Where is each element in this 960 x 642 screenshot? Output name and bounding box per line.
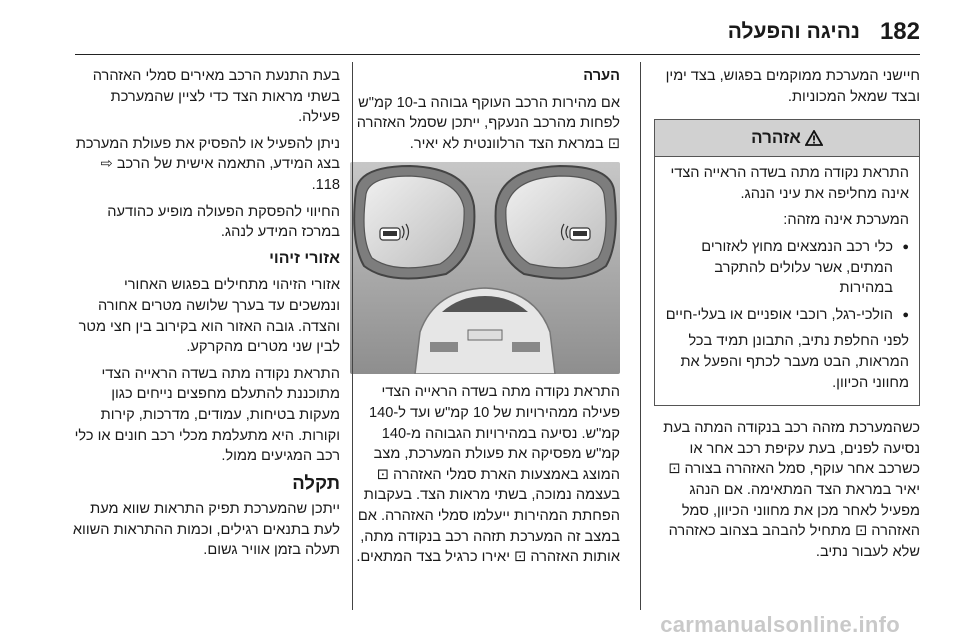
side-mirrors-illustration <box>350 162 620 374</box>
warning-paragraph-2: המערכת אינה מזהה: <box>783 212 909 229</box>
column-divider <box>352 62 353 610</box>
speed-range-paragraph: התראת נקודה מתה בשדה הראייה הצדי פעילה ממהירויות של 10 קמ"ש ועד ל-140 קמ"ש. נסיעה במהירויות הגבוהה מ-140 קמ"ש מפסיקה את פעולת המערכת, מצב המוצג באמצעות הארת סמלי האזהרה ⊡ בעצמה נמוכה, בשתי מראות הצד. בעקבות הפחתת המהירות ייעלמו סמלי האזהרה. אם במצב זה המערכת תזהה רכב בנקודה מתה, אותות האזהרה ⊡ יאירו כרגיל בצד המתאים. <box>356 384 620 566</box>
warning-list <box>665 237 909 325</box>
watermark: carmanualsonline.info <box>660 612 900 637</box>
column-divider <box>640 62 641 610</box>
detection-paragraph: כשהמערכת מזהה רכב בנקודה המתה בעת נסיעה לפנים, בעת עקיפת רכב אחר או כשרכב אחר עוקף, סמל האזהרה בצורה ⊡ יאיר במראת הצד המתאימה. אם הנהג מפעיל לאחר מכן את מחווני הכיוון, סמל האזהרה ⊡ מתחיל להבהב בצהוב כאזהרה שלא לעבור נתיב. <box>663 420 920 560</box>
warning-list-item: ● הולכי-רגל, רוכבי אופניים או בעלי-חיים <box>665 305 909 326</box>
warning-title: אזהרה <box>751 127 801 147</box>
note-title: הערה <box>583 68 620 84</box>
column-middle <box>354 66 620 574</box>
warning-header <box>655 120 919 157</box>
note-text: אם מהירות הרכב העוקף גבוהה ב-10 קמ"ש לפחות מהרכב הנעקף, ייתכן שסמל האזהרה ⊡ במראת הצד הרלוונטית לא יאיר. <box>356 94 620 152</box>
column-left <box>70 66 340 567</box>
page-header <box>0 18 960 48</box>
side-mirrors-figure <box>350 162 620 374</box>
intro-paragraph: חיישני המערכת ממוקמים בפגוש, בצד ימין ובצד שמאל המכוניות. <box>665 68 920 105</box>
fault-paragraph: ייתכן שהמערכת תפיק התראות שווא מעת לעת בתנאים רגילים, וכמות ההתראות השווא תעלה בזמן אוויר גשום. <box>72 501 340 559</box>
detection-zones-paragraph-2: התראת נקודה מתה בשדה הראייה הצדי מתוכננת להתעלם מחפצים נייחים כגון מעקות בטיחות, עמודים, מדרכות, קירות וקורות. היא מתעלמת מכלי רכב חונים או כלי רכב המגיעים ממול. <box>74 365 340 465</box>
warning-paragraph-1: התראת נקודה מתה בשדה הראייה הצדי אינה מחליפה את עיני הנהג. <box>670 165 909 202</box>
page-number: 182 <box>879 18 920 45</box>
off-message-paragraph: החיווי להפסקת הפעולה מופיע כהודעה במרכז המידע לנהג. <box>107 203 340 241</box>
detection-zones-paragraph-1: אזורי הזיהוי מתחילים בפגוש האחורי ונמשכים עד בערך שלושה מטרים אחורה והצדה. גובה האזור הוא בקירוב בין חצי מטר לבין שני מטרים מהקרקע. <box>78 277 340 356</box>
column-right <box>654 66 920 568</box>
detection-zones-title: אזורי זיהוי <box>269 249 340 267</box>
warning-triangle-icon <box>805 130 823 146</box>
startup-paragraph: בעת התנעת הרכב מאירים סמלי האזהרה בשתי מראות הצד כדי לציין שהמערכת פעילה. <box>92 68 340 126</box>
fault-title: תקלה <box>292 471 340 493</box>
chapter-title: נהיגה והפעלה <box>727 20 860 43</box>
warning-body <box>655 157 919 405</box>
warning-paragraph-3: לפני החלפת נתיב, התבונן תמיד בכל המראות, הבט מעבר לכתף והפעל את מחווני הכיוון. <box>680 333 909 391</box>
warning-box <box>654 119 920 406</box>
warning-list-item: ● כלי רכב הנמצאים מחוץ לאזורים המתים, אשר עלולים להתקרב במהירות <box>665 237 909 299</box>
header-rule <box>75 54 920 55</box>
settings-paragraph: ניתן להפעיל או להפסיק את פעולת המערכת בצג המידע, התאמה אישית של הרכב ⇨ 118. <box>75 135 340 193</box>
